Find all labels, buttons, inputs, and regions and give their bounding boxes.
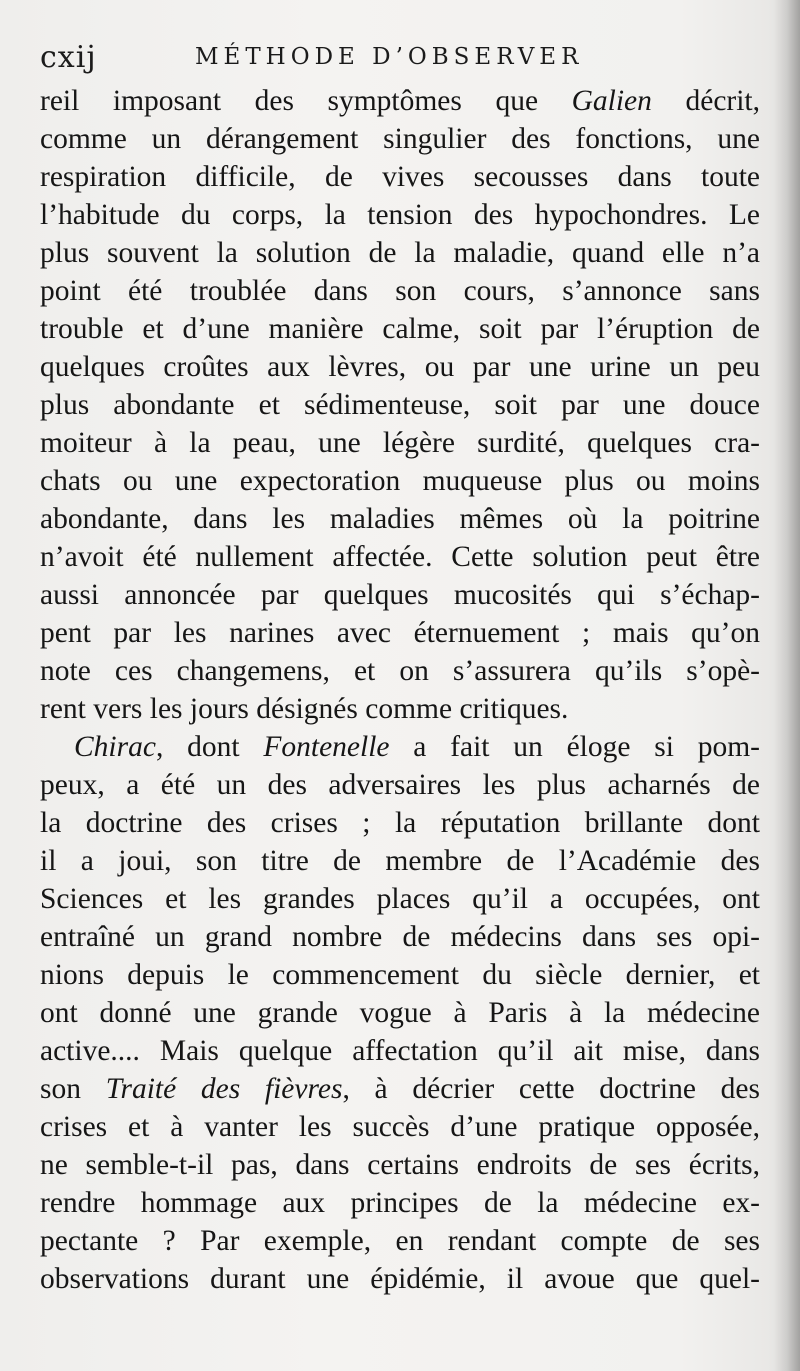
- text-line: rent vers les jours désignés comme critiques.: [40, 693, 569, 725]
- page-number: cxij: [40, 40, 97, 75]
- text-line: moiteur à la peau, une légère surdité, quelques cra-: [40, 427, 760, 459]
- text-line: nions depuis le commencement du siècle dernier, et: [40, 959, 760, 991]
- text-line: respiration difficile, de vives secousses dans toute: [40, 161, 760, 193]
- text-line: il a joui, son titre de membre de l’Académie des: [40, 845, 760, 877]
- text-line: la doctrine des crises ; la réputation brillante dont: [40, 807, 760, 839]
- page-header: [40, 40, 760, 84]
- text-line: l’habitude du corps, la tension des hypochondres. Le: [40, 199, 760, 231]
- text-line: entraîné un grand nombre de médecins dans ses opi-: [40, 921, 760, 953]
- text-line: plus abondante et sédimenteuse, soit par une douce: [40, 389, 760, 421]
- text-line: ont donné une grande vogue à Paris à la médecine: [40, 997, 760, 1029]
- text-line: quelques croûtes aux lèvres, ou par une urine un peu: [40, 351, 760, 383]
- text-line: chats ou une expectoration muqueuse plus ou moins: [40, 465, 760, 497]
- text-line: point été troublée dans son cours, s’annonce sans: [40, 275, 760, 307]
- page-edge-shadow: [774, 0, 800, 1371]
- text-line: reil imposant des symptômes que Galien décrit,: [40, 85, 760, 117]
- text-line: active.... Mais quelque affectation qu’il ait mise, dans: [40, 1035, 760, 1067]
- running-head: MÉTHODE D’OBSERVER: [195, 44, 584, 70]
- text-line: pent par les narines avec éternuement ; mais qu’on: [40, 617, 760, 649]
- text-line: peux, a été un des adversaires les plus acharnés de: [40, 769, 760, 801]
- text-line: note ces changemens, et on s’assurera qu’ils s’opè-: [40, 655, 760, 687]
- text-line: pectante ? Par exemple, en rendant compte de ses: [40, 1225, 760, 1257]
- text-line: aussi annoncée par quelques mucosités qui s’échap-: [40, 579, 760, 611]
- text-line: son Traité des fièvres, à décrier cette doctrine des: [40, 1073, 760, 1105]
- text-line: comme un dérangement singulier des fonctions, une: [40, 123, 760, 155]
- text-line: crises et à vanter les succès d’une pratique opposée,: [40, 1111, 760, 1143]
- text-line: trouble et d’une manière calme, soit par l’éruption de: [40, 313, 760, 345]
- text-line: observations durant une épidémie, il avoue que quel-: [40, 1263, 760, 1295]
- text-line: n’avoit été nullement affectée. Cette solution peut être: [40, 541, 760, 573]
- text-line: rendre hommage aux principes de la médecine ex-: [40, 1187, 760, 1219]
- text-line: abondante, dans les maladies mêmes où la poitrine: [40, 503, 760, 535]
- body-text: [40, 82, 760, 1298]
- text-line: plus souvent la solution de la maladie, quand elle n’a: [40, 237, 760, 269]
- text-line: Chirac, dont Fontenelle a fait un éloge si pom-: [74, 731, 760, 763]
- text-line: Sciences et les grandes places qu’il a occupées, ont: [40, 883, 760, 915]
- text-line: ne semble-t-il pas, dans certains endroits de ses écrits,: [40, 1149, 760, 1181]
